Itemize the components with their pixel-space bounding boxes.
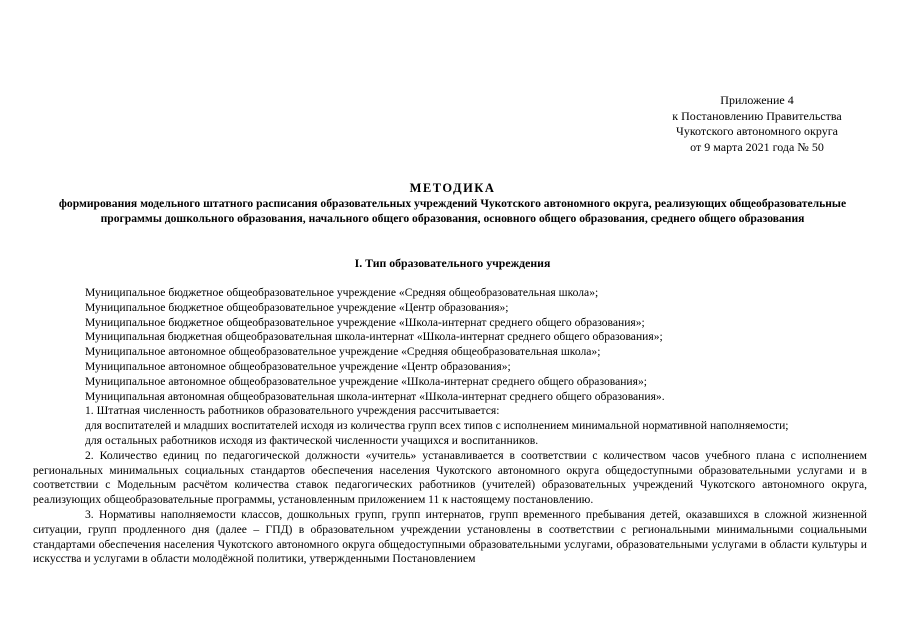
appendix-block [612, 93, 902, 155]
institution-item: Муниципальное бюджетное общеобразовательное учреждение «Средняя общеобразовательная школа»; [85, 286, 599, 299]
document-body [33, 286, 867, 567]
appendix-date: от 9 марта 2021 года № 50 [690, 139, 824, 154]
institution-item: Муниципальная автономная общеобразовательная школа-интернат «Школа-интернат среднего общего образования». [85, 389, 665, 403]
paragraph: 2. Количество единиц по педагогической должности «учитель» устанавливается в соответствии с количеством часов учебного плана с исполнением региональных минимальных социальных стандартов обеспечения населения Чукотского автономного округа общедоступными образовательными услугами и в соответствии с Модельным расчётом количества ставок педагогических работников (учителей) образовательных учреждений Чукотского автономного округа, реализующих общеобразовательные программы, установленным приложением 11 к настоящему постановлению. [33, 448, 867, 507]
paragraph: 3. Нормативы наполняемости классов, дошкольных групп, групп интернатов, групп временного пребывания детей, оказавшихся в сложной жизненной ситуации, групп продленного дня (далее – ГПД) в образовательном учреждении установлены в соответствии с региональными минимальными социальными стандартами обеспечения населения Чукотского автономного округа общедоступными образовательными услугами, образовательными услугами в области культуры и искусства и услугами в области молодёжной политики, утвержденными Постановлением [33, 507, 867, 566]
appendix-region: Чукотского автономного округа [676, 124, 838, 138]
paragraph: для остальных работников исходя из фактической численности учащихся и воспитанников. [85, 433, 539, 447]
institution-item: Муниципальное автономное общеобразовательное учреждение «Центр образования»; [85, 359, 511, 373]
paragraph: для воспитателей и младших воспитателей исходя из количества групп всех типов с исполнением минимальной нормативной наполняемости; [85, 419, 789, 433]
section-heading: I. Тип образовательного учреждения [354, 256, 551, 270]
document-subtitle: формирования модельного штатного расписания образовательных учреждений Чукотского автономного округа, реализующих общеобразовательные программы дошкольного образования, начального общего образования, основного общего образования, среднего общего образования [58, 197, 847, 225]
institution-item: Муниципальное автономное общеобразовательное учреждение «Школа-интернат среднего общего образования»; [85, 374, 647, 388]
appendix-reference: к Постановлению Правительства [672, 108, 842, 123]
appendix-number: Приложение 4 [720, 93, 794, 107]
paragraph: 1. Штатная численность работников образовательного учреждения рассчитывается: [85, 404, 500, 418]
institution-item: Муниципальное бюджетное общеобразовательное учреждение «Школа-интернат среднего общего образования»; [85, 315, 645, 329]
institution-item: Муниципальное бюджетное общеобразовательное учреждение «Центр образования»; [85, 300, 509, 314]
document-title: МЕТОДИКА [409, 181, 496, 195]
institution-item: Муниципальная бюджетная общеобразовательная школа-интернат «Школа-интернат среднего общего образования»; [85, 330, 663, 344]
institution-item: Муниципальное автономное общеобразовательное учреждение «Средняя общеобразовательная школа»; [85, 345, 601, 359]
